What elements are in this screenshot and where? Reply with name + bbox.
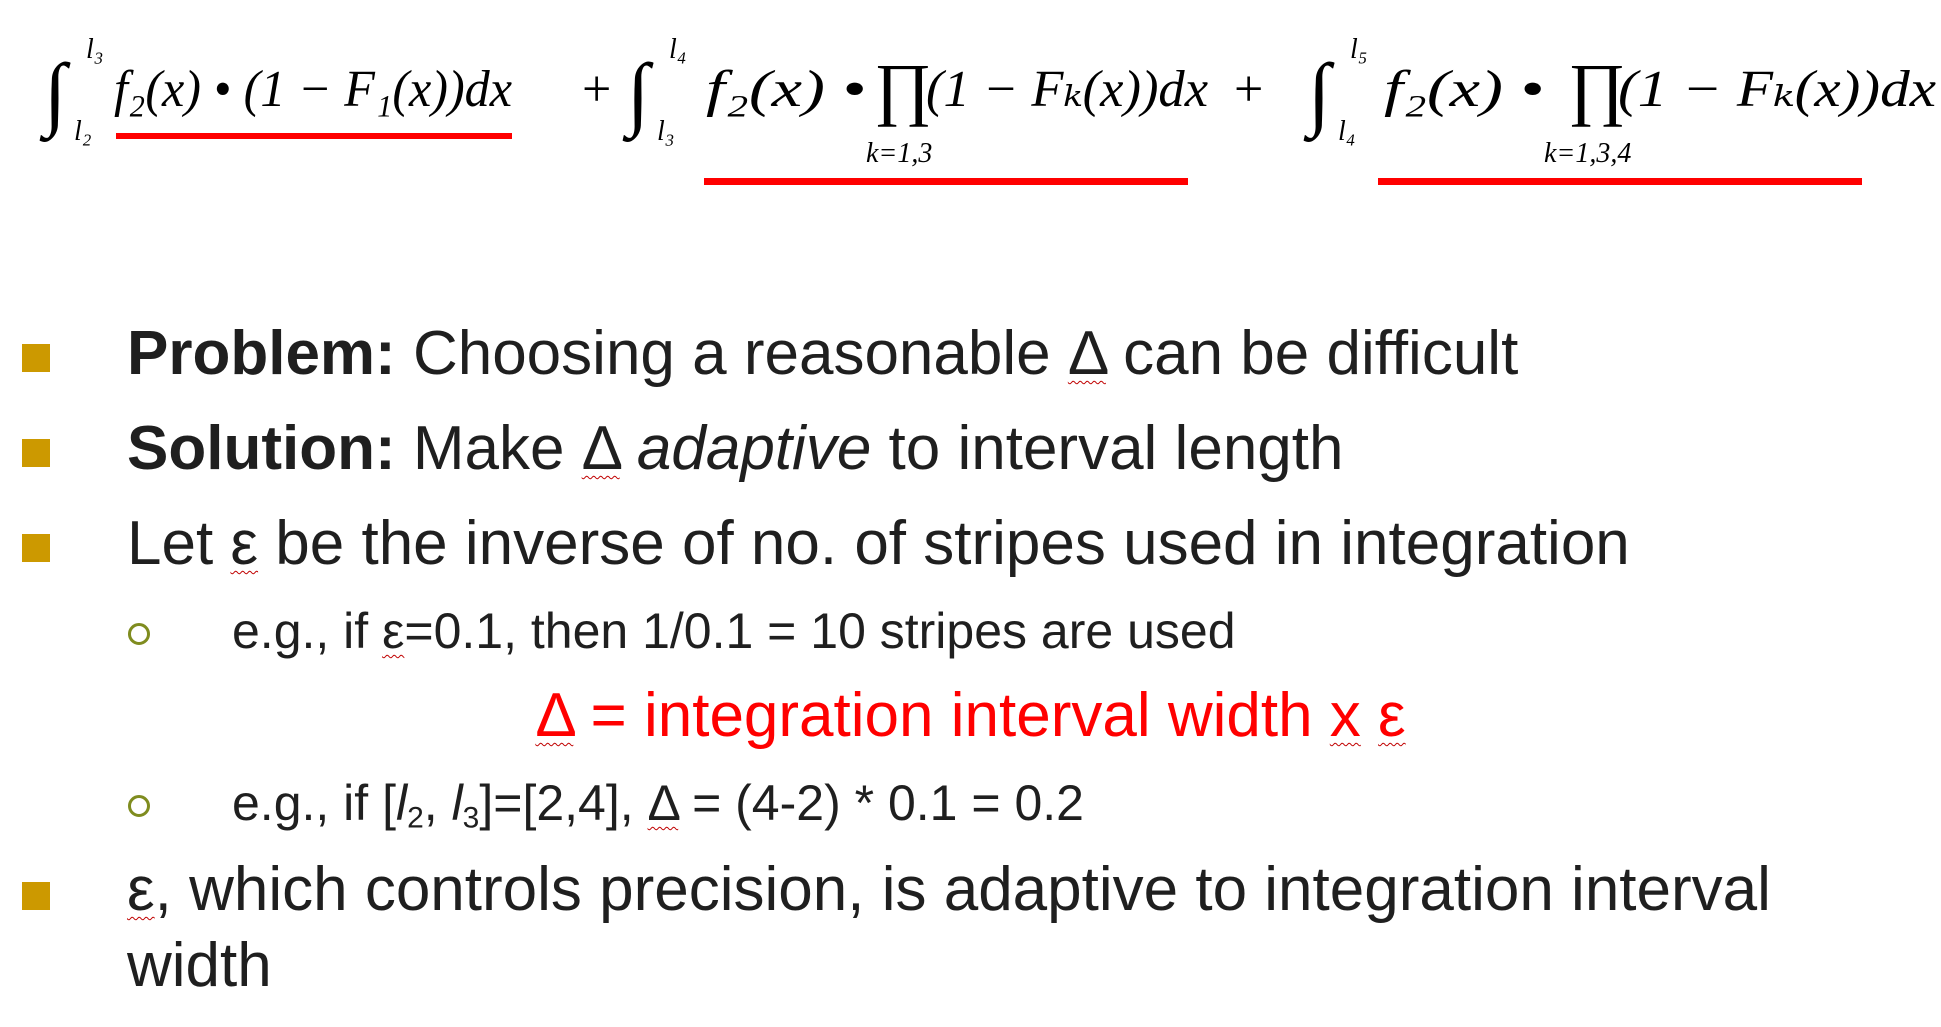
multiply-x: x [1329, 681, 1361, 750]
product-symbol: ∏ [874, 51, 932, 128]
bullet-text: Problem: Choosing a reasonable Δ can be difficult [127, 319, 1519, 388]
square-bullet-icon [22, 439, 50, 467]
sub-bullet-text: e.g., if ε=0.1, then 1/0.1 = 10 stripes are used [232, 603, 1236, 659]
integral-sign: ∫ [627, 47, 650, 138]
delta-symbol: Δ [535, 681, 574, 750]
bullet-text: Solution: Make Δ adaptive to interval length [127, 414, 1344, 483]
integrand-right: (1 − Fₖ(x))dx [926, 61, 1208, 118]
square-bullet-icon [22, 344, 50, 372]
product-index: k=1,3 [866, 138, 933, 169]
lower-limit: l₃ [657, 116, 675, 147]
integral-sign: ∫ [1308, 47, 1331, 138]
lower-limit: l₂ [74, 116, 92, 147]
lower-limit: l₄ [1338, 116, 1356, 147]
delta-symbol: Δ [647, 775, 679, 831]
epsilon-symbol: ε [1378, 681, 1406, 750]
delta-symbol: Δ [581, 414, 620, 483]
plus-operator: + [582, 61, 612, 118]
circle-bullet-icon [128, 623, 150, 645]
plus-operator: + [1234, 61, 1264, 118]
integral-sign: ∫ [44, 47, 67, 138]
bullet-text-continuation: width [127, 931, 272, 1000]
bullet-text: Let ε be the inverse of no. of stripes used in integration [127, 509, 1630, 578]
delta-symbol: Δ [1067, 319, 1106, 388]
bullet-text: ε, which controls precision, is adaptive to integration interval [127, 855, 1771, 924]
upper-limit: l₄ [669, 34, 687, 65]
square-bullet-icon [22, 882, 50, 910]
upper-limit: l₅ [1350, 34, 1368, 65]
integrand-right: (1 − Fₖ(x))dx [1618, 61, 1936, 118]
epsilon-symbol: ε [230, 509, 259, 578]
epsilon-symbol: ε [127, 855, 155, 924]
delta-definition: Δ = integration interval width x ε [535, 681, 1406, 750]
integrand-left: f₂(x) • [706, 61, 866, 118]
upper-limit: l₃ [86, 34, 104, 65]
circle-bullet-icon [128, 795, 150, 817]
product-symbol: ∏ [1568, 51, 1626, 128]
epsilon-symbol: ε [382, 603, 405, 659]
bullet-label: Problem: [127, 319, 396, 388]
sub-bullet-text: e.g., if [$l_2$, $l_3]=[2,4]$, Δ = (4-2) * 0.1 = 0.2 [232, 775, 1084, 835]
emphasis: adaptive [636, 414, 872, 483]
integrand: f₂(x) • (1 − F₁(x))dx [114, 61, 512, 118]
bullet-label: Solution: [127, 414, 396, 483]
square-bullet-icon [22, 534, 50, 562]
integrand-left: f₂(x) • [1384, 61, 1544, 118]
product-index: k=1,3,4 [1544, 138, 1632, 169]
